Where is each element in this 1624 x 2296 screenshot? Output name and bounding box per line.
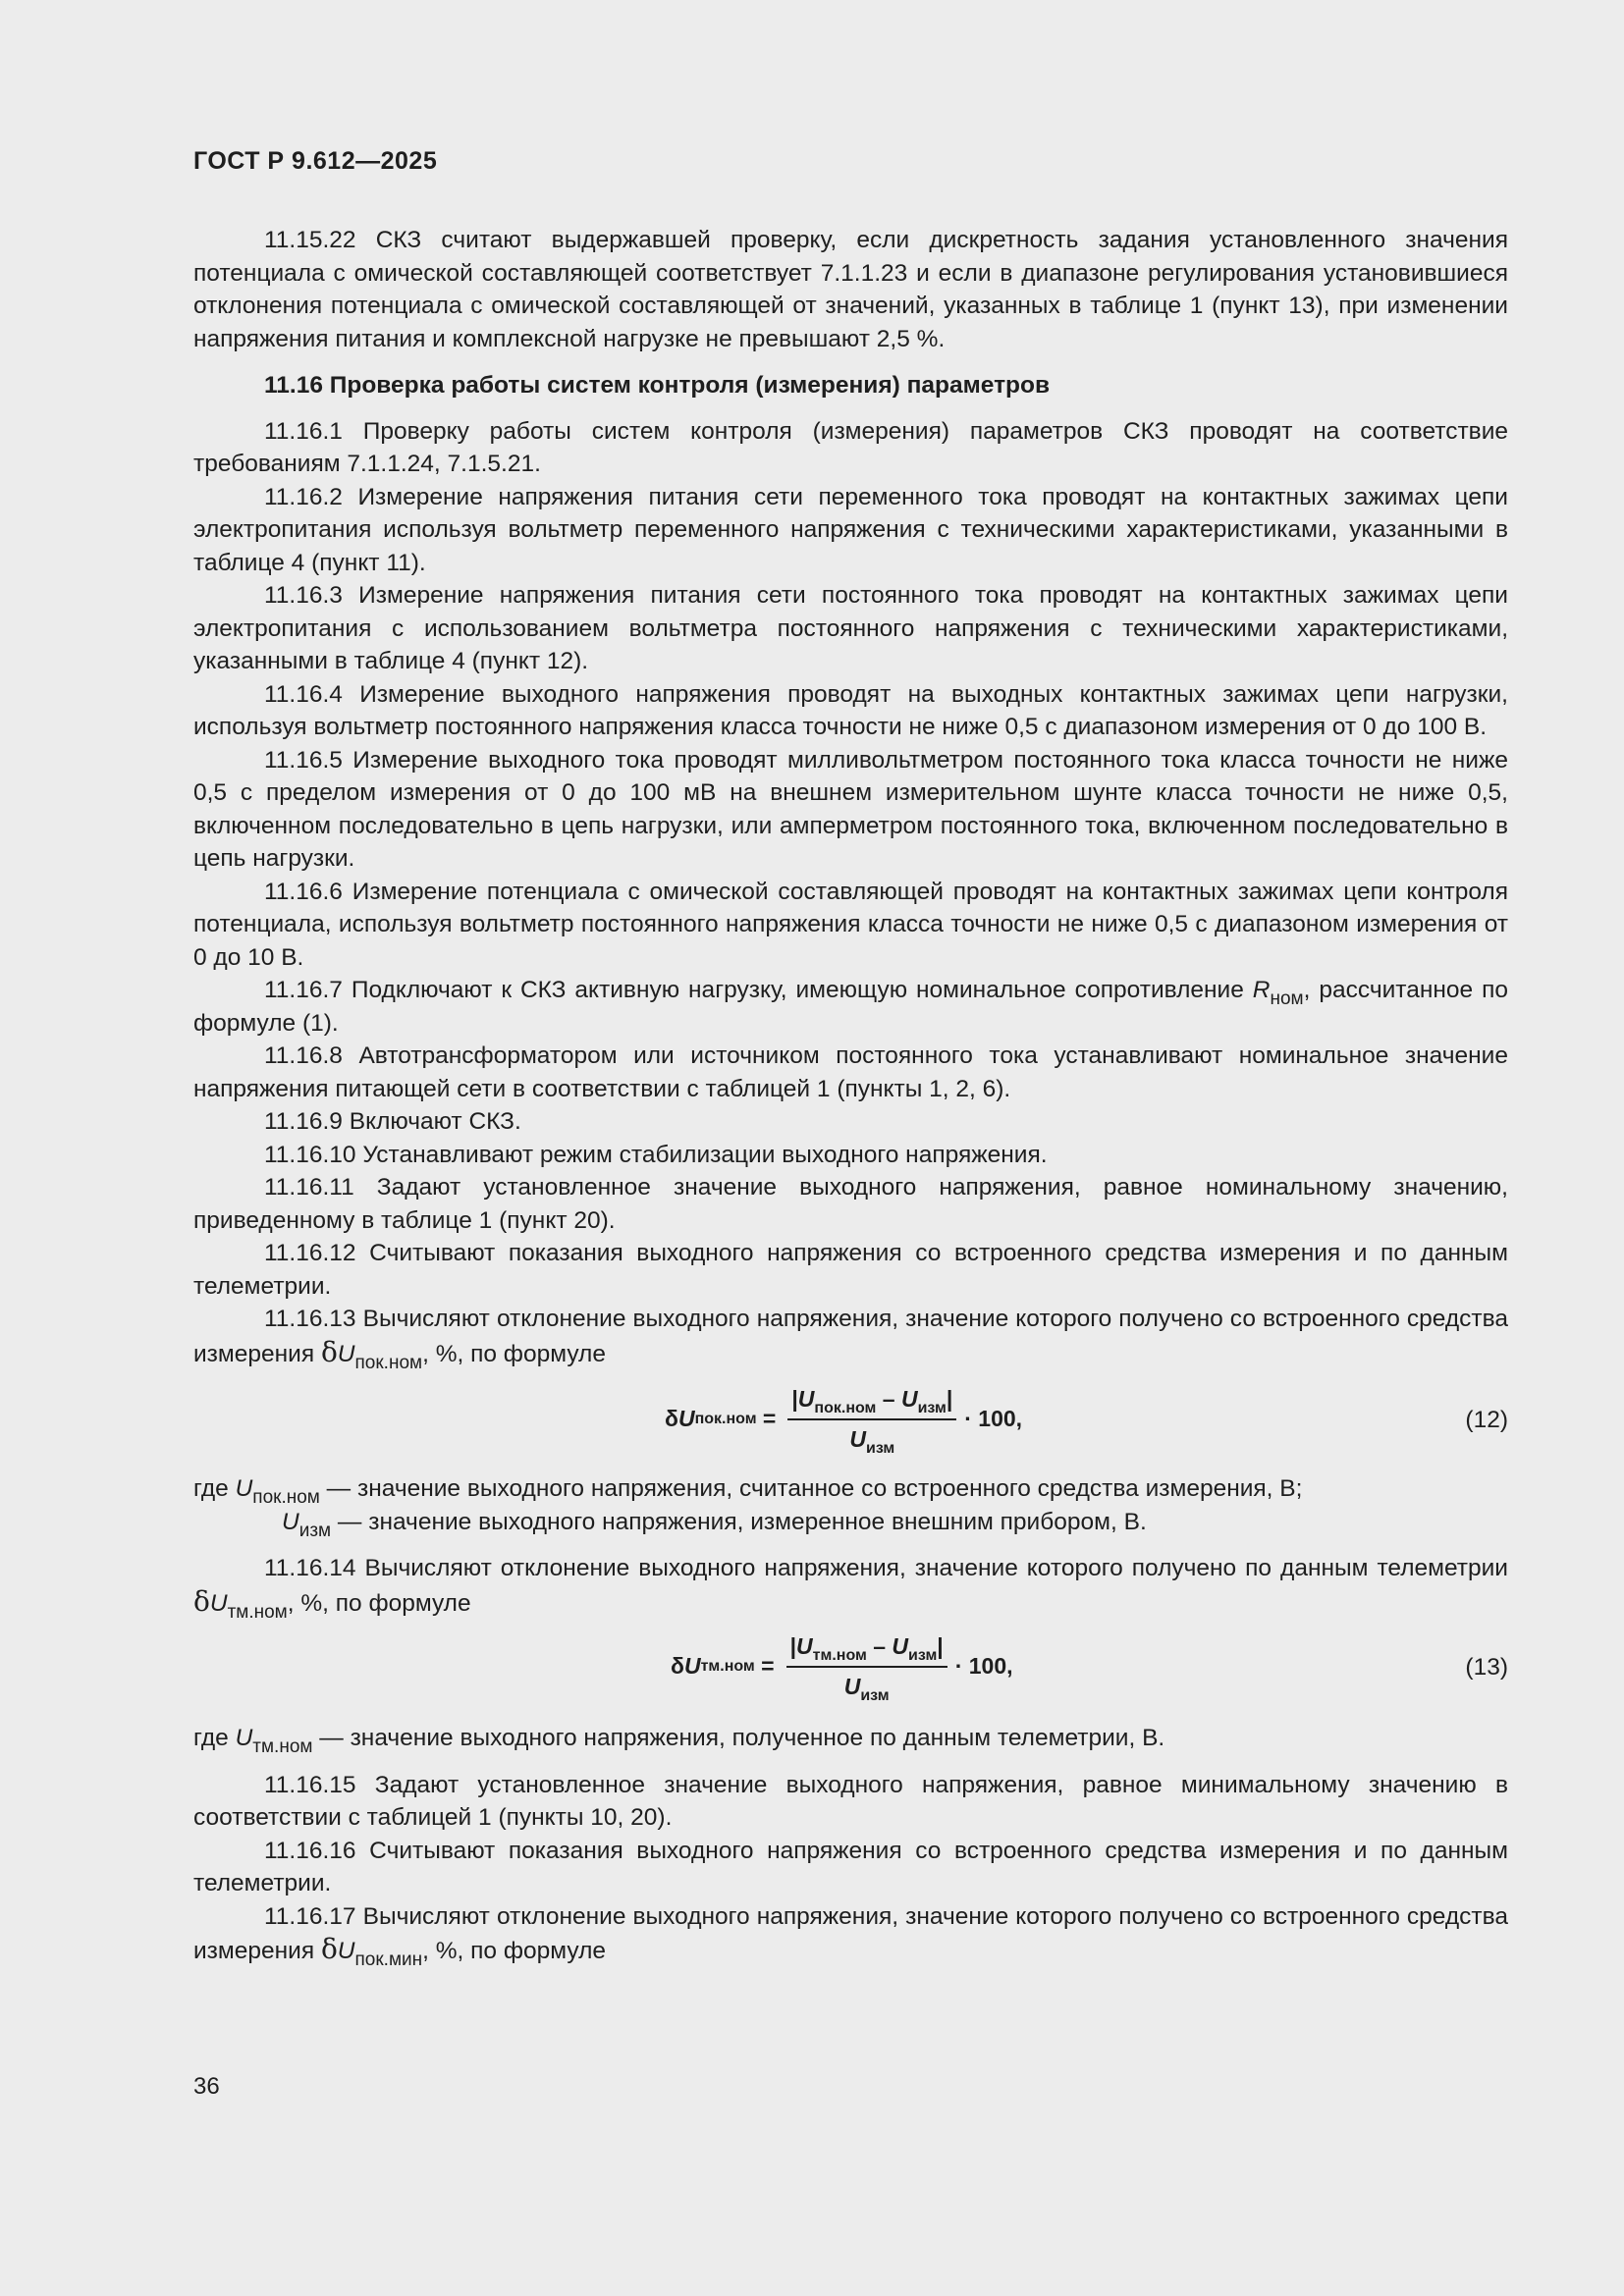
paragraph-11-16-11: 11.16.11 Задают установленное значение выходного напряжения, равное номинальному значению, приведенному в таблице 1 (пункт 20). <box>193 1174 1508 1234</box>
formula-13: δ U тм.ном = $\frac{|U_{тм.ном} - U_{изм}|}{U_{изм}}$ · 100, (13) <box>193 1631 1508 1702</box>
paragraph-11-16-12: 11.16.12 Считывают показания выходного напряжения со встроенного средства измерения и по данным телеметрии. <box>193 1240 1508 1300</box>
fraction: $\frac{|U_{тм.ном} - U_{изм}|}{U_{изм}}$ <box>786 1630 947 1704</box>
section-heading-11-16: 11.16 Проверка работы систем контроля (измерения) параметров <box>264 372 1051 399</box>
paragraph-11-16-9: 11.16.9 Включают СКЗ. <box>264 1108 521 1135</box>
where-clause: где $U_{тм.ном}$ — значение выходного напряжения, полученное по данным телеметрии, В. <box>193 1725 1165 1757</box>
paragraph-11-16-13: 11.16.13 Вычисляют отклонение выходного напряжения, значение которого получено со встроенного средства измерения $\delta U_{пок.ном}$, %, по формуле <box>193 1306 1508 1373</box>
fraction: $\frac{|U_{пок.ном} - U_{изм}|}{U_{изм}}$ <box>787 1383 956 1457</box>
paragraph-11-16-2: 11.16.2 Измерение напряжения питания сети переменного тока проводят на контактных зажимах цепи электропитания используя вольтметр переменного напряжения с техническими характеристиками, указанными в таблице 4 (пункт 11). <box>193 483 1508 576</box>
where-clause: $U_{изм}$ — значение выходного напряжения, измеренное внешним прибором, В. <box>282 1508 1147 1541</box>
page-number: 36 <box>193 2073 220 2100</box>
paragraph-11-16-1: 11.16.1 Проверку работы систем контроля (измерения) параметров СКЗ проводят на соответствие требованиям 7.1.1.24, 7.1.5.21. <box>193 417 1508 477</box>
paragraph-11-15-22: 11.15.22 СКЗ считают выдержавшей проверку, если дискретность задания установленного значения потенциала с омической составляющей соответствует 7.1.1.23 и если в диапазоне регулирования установившиеся отклонения потенциала с омической составляющей от значений, указанных в таблице 1 (пункт 13), при изменении напряжения питания и комплексной нагрузке не превышают 2,5 %. <box>193 227 1508 352</box>
paragraph-11-16-4: 11.16.4 Измерение выходного напряжения проводят на выходных контактных зажимах цепи нагрузки, используя вольтметр постоянного напряжения класса точности не ниже 0,5 с диапазоном измерения от 0 до 100 В. <box>193 680 1508 740</box>
paragraph-11-16-15: 11.16.15 Задают установленное значение выходного напряжения, равное минимальному значению в соответствии с таблицей 1 (пункты 10, 20). <box>193 1771 1508 1831</box>
equation-number: (13) <box>1465 1654 1508 1681</box>
formula-12: δ U пок.ном = $\frac{|U_{пок.ном} - U_{изм}|}{U_{изм}}$ · 100, (12) <box>193 1384 1508 1455</box>
paragraph-11-16-5: 11.16.5 Измерение выходного тока проводят милливольтметром постоянного тока класса точности не ниже 0,5 с пределом измерения от 0 до 100 мВ на внешнем измерительном шунте класса точности не ниже 0,5, включенном последовательно в цепь нагрузки, или амперметром постоянного тока, включенном последовательно в цепь нагрузки. <box>193 746 1508 872</box>
paragraph-11-16-10: 11.16.10 Устанавливают режим стабилизации выходного напряжения. <box>264 1141 1048 1168</box>
where-clause: где $U_{пок.ном}$ — значение выходного напряжения, считанное со встроенного средства измерения, В; <box>193 1475 1303 1508</box>
paragraph-11-16-8: 11.16.8 Автотрансформатором или источником постоянного тока устанавливают номинальное значение напряжения питающей сети в соответствии с таблицей 1 (пункты 1, 2, 6). <box>193 1042 1508 1102</box>
paragraph-11-16-7: 11.16.7 Подключают к СКЗ активную нагрузку, имеющую номинальное сопротивление $R_{ном}$, рассчитанное по формуле (1). <box>193 977 1508 1037</box>
paragraph-11-16-17: 11.16.17 Вычисляют отклонение выходного напряжения, значение которого получено со встроенного средства измерения $\delta U_{пок.мин}$, %, по формуле <box>193 1902 1508 1970</box>
document-body <box>193 224 1508 1968</box>
equation-number: (12) <box>1465 1407 1508 1433</box>
paragraph-11-16-16: 11.16.16 Считывают показания выходного напряжения со встроенного средства измерения и по данным телеметрии. <box>193 1837 1508 1896</box>
document-header: ГОСТ Р 9.612—2025 <box>193 147 438 175</box>
paragraph-11-16-6: 11.16.6 Измерение потенциала с омической составляющей проводят на контактных зажимах цепи контроля потенциала, используя вольтметр постоянного напряжения класса точности не ниже 0,5 с диапазоном измерения от 0 до 10 В. <box>193 878 1508 971</box>
paragraph-11-16-14: 11.16.14 Вычисляют отклонение выходного напряжения, значение которого получено по данным телеметрии $\delta U_{тм.ном}$, %, по формуле <box>193 1555 1508 1623</box>
paragraph-11-16-3: 11.16.3 Измерение напряжения питания сети постоянного тока проводят на контактных зажимах цепи электропитания с использованием вольтметра постоянного напряжения с техническими характеристиками, указанными в таблице 4 (пункт 12). <box>193 582 1508 674</box>
